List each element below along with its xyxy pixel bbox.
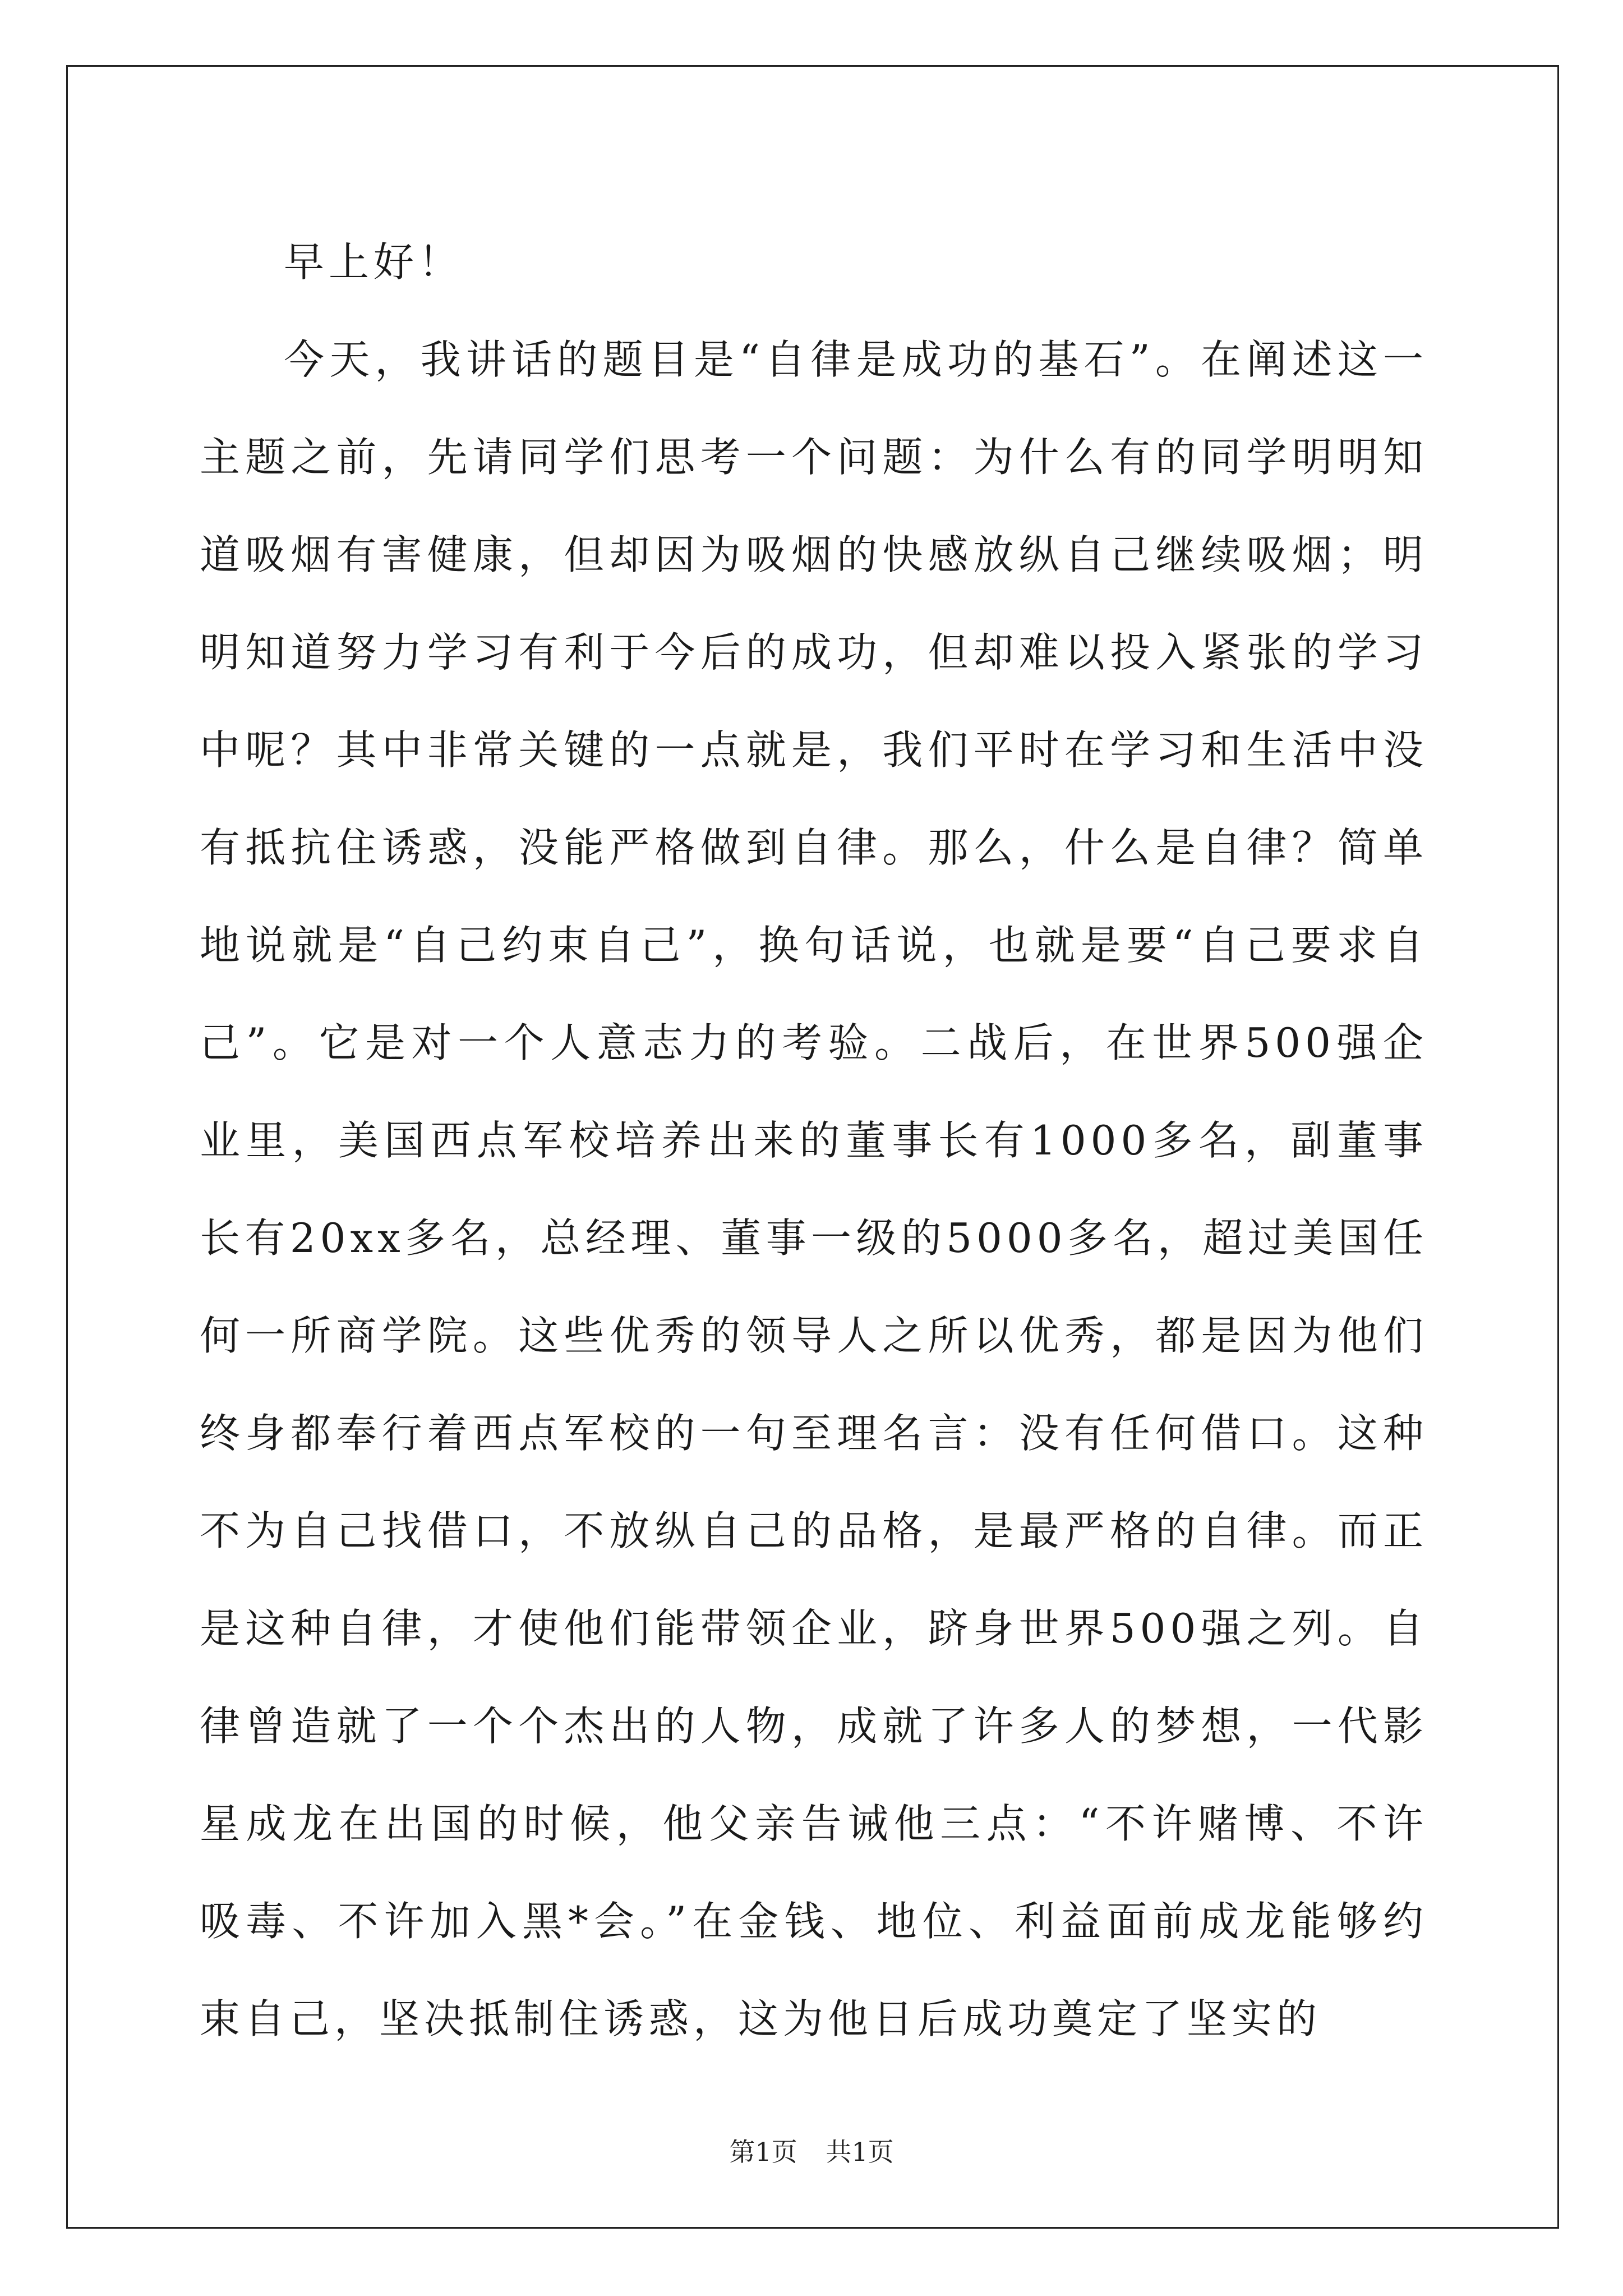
page-total: 共1页	[826, 2137, 894, 2167]
page-number: 第1页	[729, 2137, 797, 2167]
paragraph-main: 今天，我讲话的题目是“自律是成功的基石”。在阐述这一主题之前，先请同学们思考一个问题：为什么有的同学明明知道吸烟有害健康，但却因为吸烟的快感放纵自己继续吸烟；明明知道努力学习有利于今后的成功，但却难以投入紧张的学习中呢？其中非常关键的一点就是，我们平时在学习和生活中没有抵抗住诱惑，没能严格做到自律。那么，什么是自律？简单地说就是“自己约束自己”，换句话说，也就是要“自己要求自己”。它是对一个人意志力的考验。二战后，在世界500强企业里，美国西点军校培养出来的董事长有1000多名，副董事长有20xx多名，总经理、董事一级的5000多名，超过美国任何一所商学院。这些优秀的领导人之所以优秀，都是因为他们终身都奉行着西点军校的一句至理名言：没有任何借口。这种不为自己找借口，不放纵自己的品格，是最严格的自律。而正是这种自律，才使他们能带领企业，跻身世界500强之列。自律曾造就了一个个杰出的人物，成就了许多人的梦想，一代影星成龙在出国的时候，他父亲告诫他三点：“不许赌博、不许吸毒、不许加入黑*会。”在金钱、地位、利益面前成龙能够约束自己，坚决抵制住诱惑，这为他日后成功奠定了坚实的	[200, 336, 1428, 2042]
paragraph-greeting: 早上好！	[284, 238, 464, 286]
document-body	[200, 213, 1428, 2068]
page-footer	[0, 2132, 1623, 2169]
